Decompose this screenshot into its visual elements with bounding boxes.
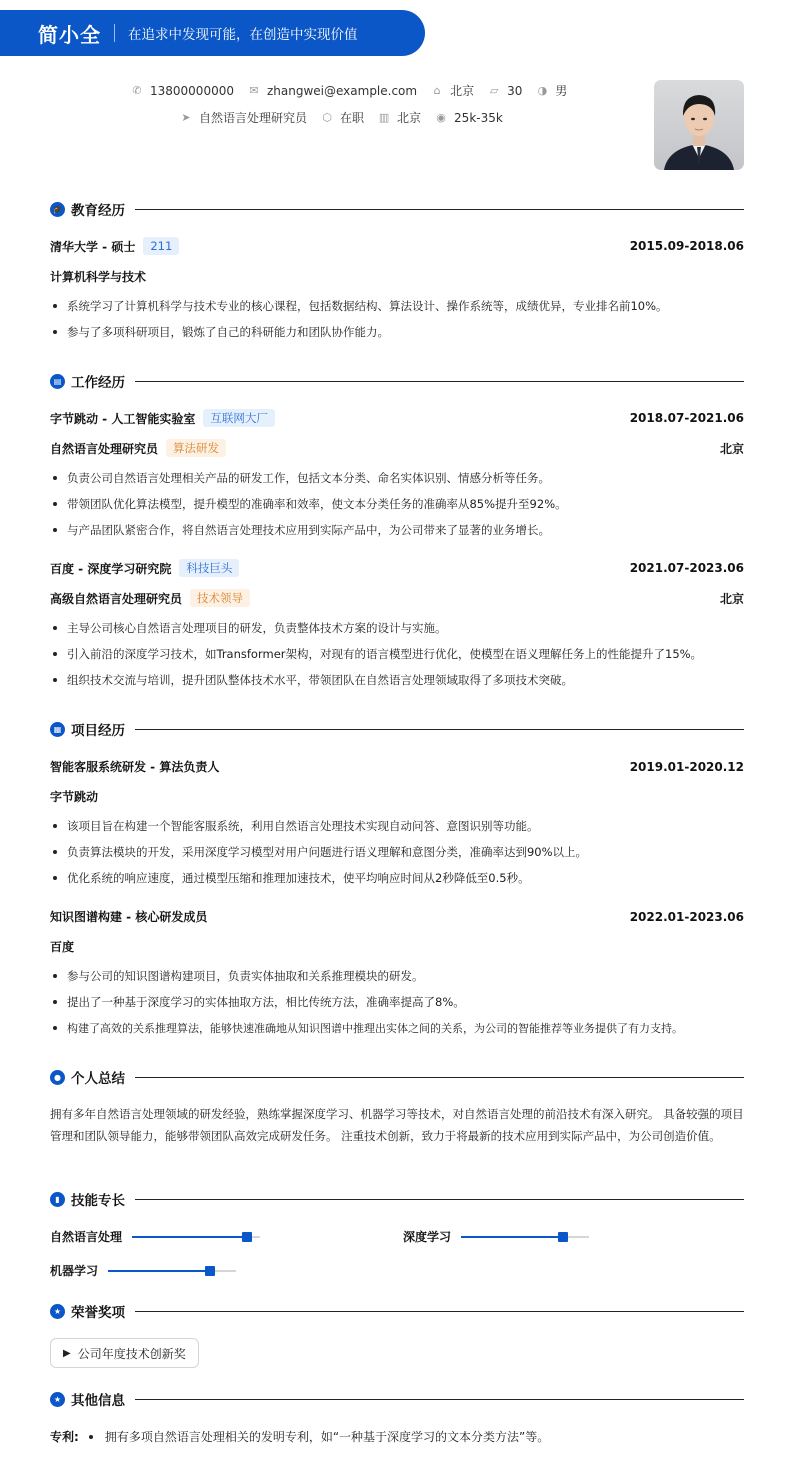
briefcase-icon: ▤ xyxy=(50,374,65,389)
section-title: 其他信息 xyxy=(71,1393,125,1409)
section-other xyxy=(50,1390,744,1408)
skill-item xyxy=(50,1228,260,1245)
list-item: 组织技术交流与培训，提升团队整体技术水平，带领团队在自然语言处理领域取得了多项技术突破。 xyxy=(50,672,744,688)
info-icon: ★ xyxy=(50,1392,65,1407)
building-icon: ▥ xyxy=(378,111,390,124)
work-header xyxy=(50,409,744,427)
section-summary xyxy=(50,1068,744,1086)
contact-phone xyxy=(131,84,234,98)
send-icon: ➤ xyxy=(181,111,191,124)
contact-age xyxy=(488,84,522,98)
work-role-line xyxy=(50,589,744,607)
list-item: 提出了一种基于深度学习的实体抽取方法，相比传统方法，准确率提高了8%。 xyxy=(50,994,744,1010)
section-projects xyxy=(50,720,744,738)
award-text: 公司年度技术创新奖 xyxy=(77,1346,186,1361)
section-divider xyxy=(135,209,744,210)
section-divider xyxy=(135,1399,744,1400)
project-header xyxy=(50,908,744,925)
contact-row-2 xyxy=(180,109,517,126)
work-location: 北京 xyxy=(719,441,744,456)
work-date: 2021.07-2023.06 xyxy=(629,561,744,575)
skill-bar xyxy=(132,1236,260,1238)
section-skills xyxy=(50,1190,744,1208)
phone-text: 13800000000 xyxy=(150,83,234,98)
work-company: 百度 - 深度学习研究院 xyxy=(50,561,172,576)
edu-tag: 211 xyxy=(143,237,179,255)
work-role-line xyxy=(50,439,744,457)
section-title: 荣誉奖项 xyxy=(71,1305,125,1321)
email-text: zhangwei@example.com xyxy=(266,83,418,98)
list-item: 主导公司核心自然语言处理项目的研发，负责整体技术方案的设计与实施。 xyxy=(50,620,744,636)
other-text: 拥有多项自然语言处理相关的发明专利，如“一种基于深度学习的文本分类方法”等。 xyxy=(104,1430,550,1444)
section-work xyxy=(50,372,744,390)
edu-school: 清华大学 - 硕士 xyxy=(50,239,136,254)
gender-icon: ◑ xyxy=(537,84,548,97)
grid-icon: ▦ xyxy=(50,722,65,737)
skill-name: 机器学习 xyxy=(50,1264,99,1278)
skill-name: 自然语言处理 xyxy=(50,1230,123,1244)
summary-text: 拥有多年自然语言处理领域的研发经验，熟练掌握深度学习、机器学习等技术，对自然语言处理的前沿技术有深入研究。 具备较强的项目管理和团队领导能力，能够带领团队高效完成研发任务。 注重技术创新，致力于将最新的技术应用到实际产品中，为公司创造价值。 xyxy=(50,1107,744,1143)
edu-major-line xyxy=(50,268,744,285)
salary-text: 25k-35k xyxy=(454,110,503,125)
edu-header xyxy=(50,237,744,255)
contact-row-1 xyxy=(131,82,581,99)
section-divider xyxy=(135,381,744,382)
skill-bar xyxy=(461,1236,589,1238)
mail-icon: ✉ xyxy=(249,84,259,97)
contact-position xyxy=(180,109,307,126)
section-divider xyxy=(135,729,744,730)
work-role-tag: 技术领导 xyxy=(190,589,250,607)
section-divider xyxy=(135,1199,744,1200)
medal-icon: ★ xyxy=(50,1304,65,1319)
work-date: 2018.07-2021.06 xyxy=(629,411,744,425)
list-item: 优化系统的响应速度，通过模型压缩和推理加速技术，使平均响应时间从2秒降低至0.5秒。 xyxy=(50,870,744,886)
position-text: 自然语言处理研究员 xyxy=(199,111,308,125)
list-item: 负责公司自然语言处理相关产品的研发工作，包括文本分类、命名实体识别、情感分析等任务。 xyxy=(50,470,744,486)
target-city-text: 北京 xyxy=(397,111,422,125)
section-title: 项目经历 xyxy=(71,723,125,739)
user-icon: ● xyxy=(50,1070,65,1085)
status-text: 在职 xyxy=(340,111,365,125)
work-role: 高级自然语言处理研究员 xyxy=(50,591,183,606)
list-item: 负责算法模块的开发，采用深度学习模型对用户问题进行语义理解和意图分类，准确率达到90%以上。 xyxy=(50,844,744,860)
status-icon: ⬡ xyxy=(322,111,332,124)
list-item: 引入前沿的深度学习技术，如Transformer架构，对现有的语言模型进行优化，使模型在语义理解任务上的性能提升了15%。 xyxy=(50,646,744,662)
avatar-illustration xyxy=(654,80,744,170)
work-role-tag: 算法研发 xyxy=(166,439,226,457)
list-item: 该项目旨在构建一个智能客服系统，利用自然语言处理技术实现自动问答、意图识别等功能。 xyxy=(50,818,744,834)
play-icon: ▶ xyxy=(63,1347,71,1359)
work-role: 自然语言处理研究员 xyxy=(50,441,159,456)
list-item: 构建了高效的关系推理算法，能够快速准确地从知识图谱中推理出实体之间的关系，为公司的智能推荐等业务提供了有力支持。 xyxy=(50,1020,744,1036)
section-title: 技能专长 xyxy=(71,1193,125,1209)
section-education xyxy=(50,200,744,218)
other-label: 专利: xyxy=(50,1430,79,1444)
award-badge xyxy=(50,1338,199,1368)
contact-email xyxy=(248,84,417,98)
graduation-icon: 🎓 xyxy=(50,202,65,217)
age-text: 30 xyxy=(507,83,523,98)
age-icon: ▱ xyxy=(489,84,499,97)
project-title: 知识图谱构建 - 核心研发成员 xyxy=(50,910,208,924)
skill-bar xyxy=(108,1270,236,1272)
project-org-line xyxy=(50,788,744,805)
project-org: 百度 xyxy=(50,940,75,954)
list-item: 与产品团队紧密合作，将自然语言处理技术应用到实际产品中，为公司带来了显著的业务增长。 xyxy=(50,522,744,538)
work-location: 北京 xyxy=(719,591,744,606)
banner-divider xyxy=(114,24,115,42)
bar-chart-icon: ▮ xyxy=(50,1192,65,1207)
section-title: 工作经历 xyxy=(71,375,125,391)
section-title: 教育经历 xyxy=(71,203,125,219)
project-date: 2022.01-2023.06 xyxy=(629,909,744,924)
section-divider xyxy=(135,1311,744,1312)
city-text: 北京 xyxy=(450,84,475,98)
list-item: 参与了多项科研项目，锻炼了自己的科研能力和团队协作能力。 xyxy=(50,324,744,340)
section-title: 个人总结 xyxy=(71,1071,125,1087)
contact-gender xyxy=(536,82,567,99)
edu-major: 计算机科学与技术 xyxy=(50,270,147,284)
contact-target-city xyxy=(378,109,421,126)
project-title: 智能客服系统研发 - 算法负责人 xyxy=(50,760,220,774)
skill-item xyxy=(403,1228,589,1245)
profile-photo xyxy=(654,80,744,170)
list-item: 系统学习了计算机科学与技术专业的核心课程，包括数据结构、算法设计、操作系统等，成绩优异，专业排名前10%。 xyxy=(50,298,744,314)
edu-date: 2015.09-2018.06 xyxy=(629,239,744,253)
gender-text: 男 xyxy=(555,84,568,98)
list-item: 带领团队优化算法模型，提升模型的准确率和效率，使文本分类任务的准确率从85%提升至92%。 xyxy=(50,496,744,512)
project-org-line xyxy=(50,938,744,955)
work-company-tag: 科技巨头 xyxy=(179,559,239,577)
section-divider xyxy=(135,1077,744,1078)
list-item: 参与公司的知识图谱构建项目，负责实体抽取和关系推理模块的研发。 xyxy=(50,968,744,984)
header-banner xyxy=(0,10,425,56)
skill-item xyxy=(50,1262,236,1279)
contact-salary xyxy=(435,111,503,125)
candidate-motto: 在追求中发现可能，在创造中实现价值 xyxy=(128,27,358,43)
project-date: 2019.01-2020.12 xyxy=(629,759,744,774)
contact-status xyxy=(321,109,364,126)
other-info xyxy=(50,1428,549,1445)
work-company-tag: 互联网大厂 xyxy=(203,409,275,427)
project-org: 字节跳动 xyxy=(50,790,99,804)
skill-name: 深度学习 xyxy=(403,1230,452,1244)
section-awards xyxy=(50,1302,744,1320)
home-icon: ⌂ xyxy=(433,84,441,97)
work-company: 字节跳动 - 人工智能实验室 xyxy=(50,411,196,426)
work-header xyxy=(50,559,744,577)
project-header xyxy=(50,758,744,775)
contact-city xyxy=(431,82,474,99)
salary-icon: ◉ xyxy=(436,111,446,124)
phone-icon: ✆ xyxy=(132,84,142,97)
candidate-name: 简小全 xyxy=(38,22,101,47)
